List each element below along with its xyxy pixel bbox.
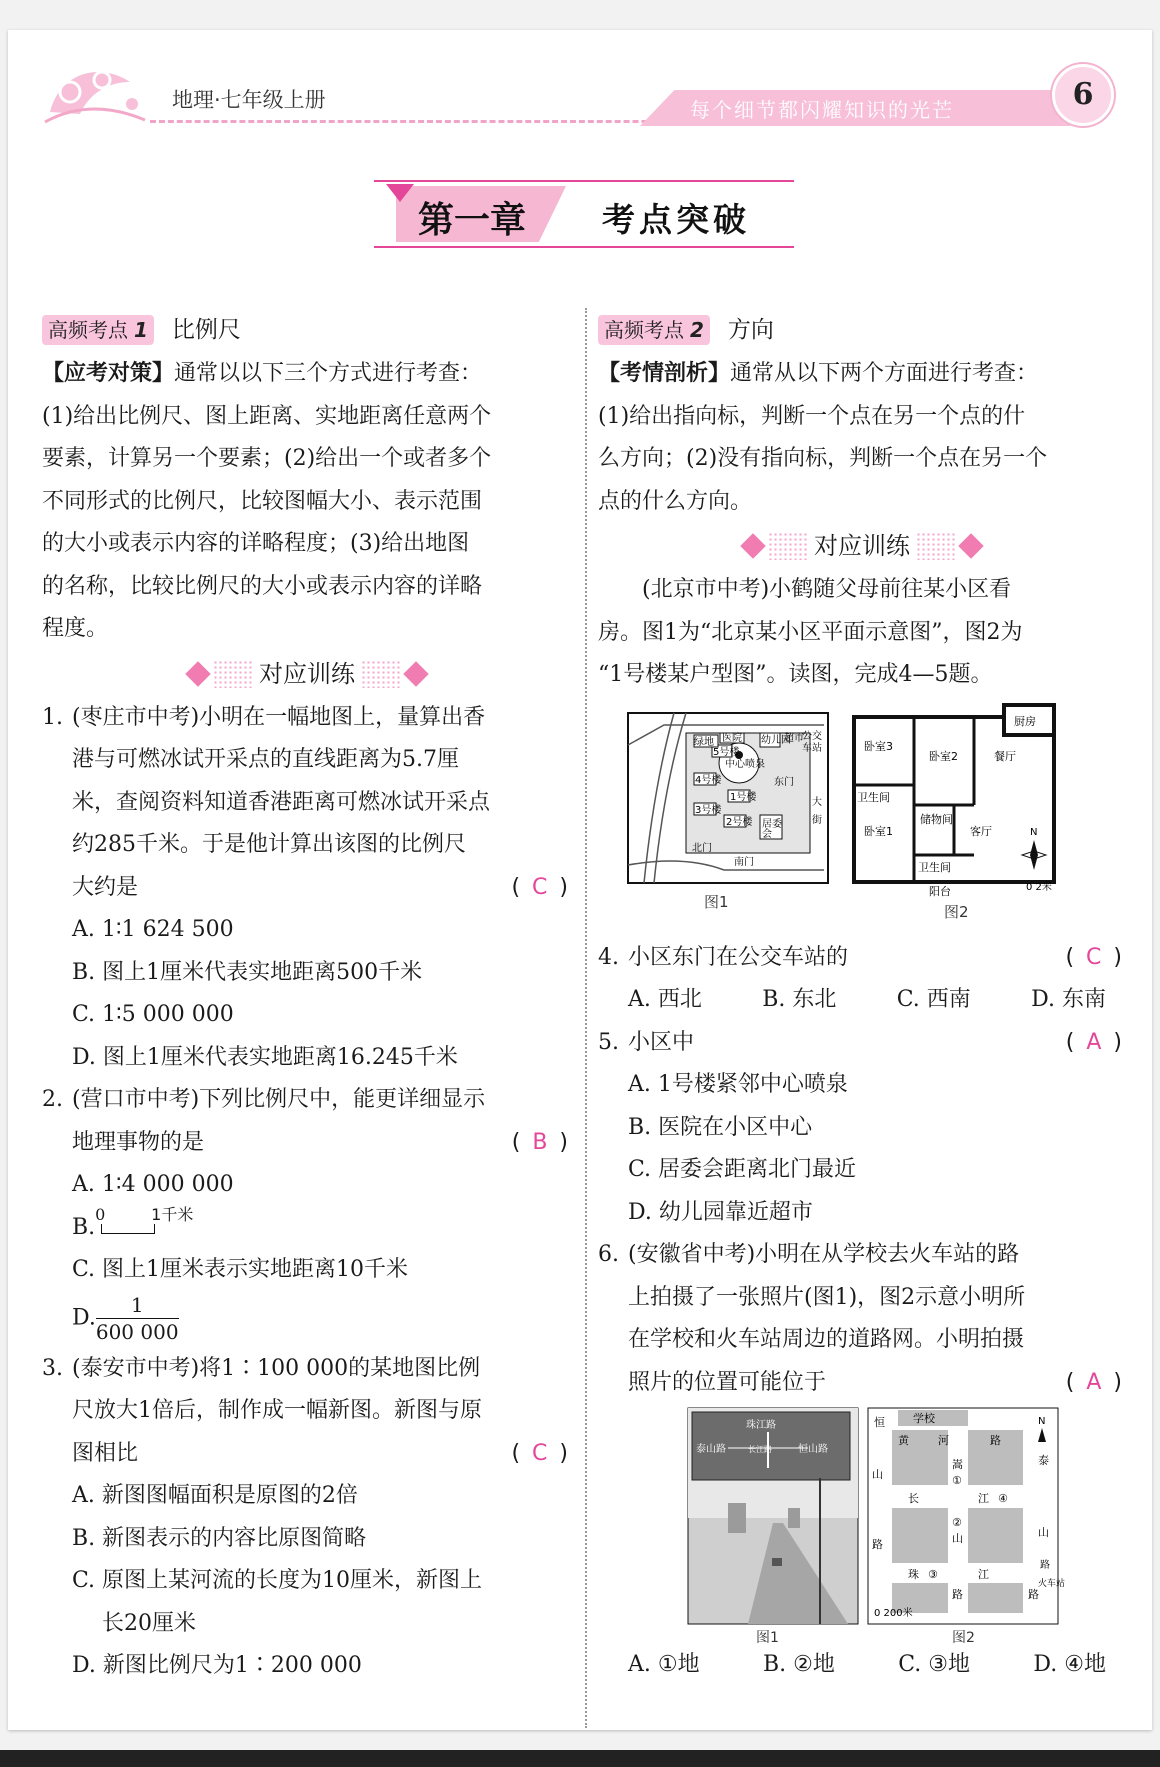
answer-letter: C: [532, 1440, 548, 1466]
answer-letter: B: [532, 1129, 548, 1155]
section-topic: 比例尺: [171, 317, 241, 343]
diamond-icon: [740, 533, 765, 558]
street-photo: [688, 1408, 858, 1646]
question-line: 在学校和火车站周边的道路网。小明拍摄: [628, 1327, 1025, 1352]
intro-label: 【考情剖析】: [598, 360, 731, 386]
intro-line: 要素，计算另一个要素；(2)给出一个或者多个: [42, 446, 492, 471]
svg-text:③: ③: [928, 1568, 938, 1581]
svg-text:0 200米: 0 200米: [874, 1608, 913, 1619]
fraction-scale: [96, 1292, 179, 1345]
answer-bracket: ( C ): [511, 1440, 568, 1466]
option-b: B. 图上1厘米代表实地距离500千米: [72, 959, 423, 985]
question-line: (枣庄市中考)小明在一幅地图上，量算出香: [72, 704, 486, 730]
question-6: [598, 1234, 1126, 1404]
svg-text:珠: 珠: [908, 1568, 919, 1581]
svg-text:路: 路: [952, 1588, 963, 1601]
options-row: [598, 979, 1126, 1022]
option-b: B. ②地: [762, 1652, 835, 1677]
svg-text:卧室1: 卧室1: [864, 824, 893, 838]
photo-and-road-figure: [688, 1408, 1066, 1648]
scale-zero: 0: [95, 1204, 106, 1224]
option-a: A. 1∶4 000 000: [72, 1172, 234, 1197]
svg-text:N: N: [1030, 826, 1038, 838]
header-divider: [150, 120, 710, 123]
tag-label: 高频考点: [48, 318, 128, 342]
svg-text:卫生间: 卫生间: [918, 860, 951, 874]
road-network-map: [868, 1408, 1065, 1646]
question-text: 小区中: [628, 1029, 695, 1055]
intro-paragraph: [42, 352, 572, 651]
answer-letter: A: [1086, 1029, 1102, 1055]
question-text: 地理事物的是: [72, 1129, 205, 1155]
intro-line: [42, 352, 572, 396]
svg-text:居委: 居委: [762, 818, 782, 830]
fraction-denominator: 600 000: [95, 1319, 179, 1344]
question-text: 图相比: [72, 1440, 139, 1466]
passage: [598, 569, 1126, 697]
svg-text:东门: 东门: [774, 776, 794, 788]
svg-text:厨房: 厨房: [1014, 714, 1036, 728]
triangle-marker-icon: [386, 184, 414, 202]
diamond-icon: [185, 661, 210, 686]
question-number: 4.: [598, 944, 619, 970]
question-text: 照片的位置可能位于: [628, 1369, 827, 1395]
svg-text:客厅: 客厅: [970, 824, 992, 838]
training-label: 对应训练: [814, 532, 910, 560]
intro-line: 么方向；(2)没有指向标，判断一个点在另一个: [598, 446, 1048, 471]
question-number: 5.: [598, 1029, 619, 1055]
svg-text:江: 江: [978, 1492, 989, 1505]
svg-text:中心喷泉: 中心喷泉: [725, 758, 765, 770]
question-5: [598, 1022, 1126, 1235]
chapter-title: [374, 180, 794, 250]
question-line: [72, 867, 572, 910]
option-b: B. 新图表示的内容比原图简略: [72, 1525, 367, 1551]
dot-pattern-icon: [213, 660, 253, 688]
passage-line: “1号楼某户型图”。读图，完成4—5题。: [598, 662, 993, 687]
option-d: [42, 1292, 572, 1342]
community-plan-map: [628, 713, 828, 911]
question-line: [598, 1022, 1126, 1065]
q6-options-row: [598, 1644, 1126, 1687]
svg-text:餐厅: 餐厅: [994, 749, 1016, 763]
option-d: D. 东南: [1031, 987, 1106, 1012]
question-line: [72, 1122, 572, 1165]
svg-text:②: ②: [952, 1516, 962, 1529]
section-topic: 方向: [727, 317, 774, 343]
svg-text:图2: 图2: [952, 1630, 975, 1646]
answer-bracket: ( B ): [511, 1129, 568, 1155]
dot-pattern-icon: [768, 532, 808, 560]
page-number: 6: [1052, 64, 1114, 126]
svg-text:大: 大: [812, 796, 822, 808]
passage-line: 房。图1为“北京某小区平面示意图”，图2为: [598, 619, 1023, 645]
svg-text:公交: 公交: [802, 730, 822, 742]
section-tag: [42, 315, 154, 345]
svg-text:阳台: 阳台: [929, 884, 951, 898]
tag-number: 1: [134, 318, 148, 342]
option-label: D.: [72, 1305, 96, 1330]
line-scale-icon: [95, 1204, 215, 1246]
svg-text:医院: 医院: [722, 732, 742, 744]
intro-text: 通常从以下两个方面进行考查：: [730, 361, 1039, 386]
answer-bracket: ( A ): [1065, 1369, 1122, 1395]
training-heading: [598, 523, 1126, 569]
intro-line: 点的什么方向。: [598, 488, 753, 514]
svg-text:山: 山: [872, 1468, 883, 1481]
intro-line: 不同形式的比例尺，比较图幅大小、表示范围: [42, 488, 483, 514]
question-text: 小区东门在公交车站的: [628, 944, 849, 970]
svg-text:街: 街: [812, 814, 822, 826]
intro-label: 【应考对策】: [42, 360, 175, 386]
question-1: [42, 697, 572, 1080]
svg-text:图2: 图2: [944, 902, 969, 921]
answer-letter: C: [1086, 944, 1102, 970]
answer-bracket: ( A ): [1065, 1029, 1122, 1055]
svg-text:北门: 北门: [692, 842, 712, 854]
question-line: [72, 1433, 572, 1476]
answer-bracket: ( C ): [511, 874, 568, 900]
option-d: D. ④地: [1033, 1652, 1106, 1677]
svg-text:长江路: 长江路: [748, 1445, 772, 1454]
option-c: C. 图上1厘米表示实地距离10千米: [72, 1257, 409, 1282]
section-heading: [42, 308, 572, 352]
question-number: 1.: [42, 704, 63, 730]
svg-text:1号楼: 1号楼: [730, 791, 757, 803]
community-map-figure: [624, 705, 1104, 935]
svg-text:超市: 超市: [784, 732, 804, 744]
question-4: [598, 937, 1126, 1022]
svg-text:路: 路: [872, 1538, 883, 1551]
question-text: 大约是: [72, 874, 139, 900]
option-a: A. 西北: [628, 987, 702, 1012]
dot-pattern-icon: [361, 660, 401, 688]
page-header: [40, 50, 1120, 128]
intro-line: 的大小或表示内容的详略程度；(3)给出地图: [42, 531, 470, 556]
svg-text:山: 山: [952, 1532, 963, 1545]
question-line: (安徽省中考)小明在从学校去火车站的路: [628, 1242, 1020, 1267]
left-column: [42, 308, 572, 1688]
answer-bracket: ( C ): [1065, 944, 1122, 970]
motto: 每个细节都闪耀知识的光芒: [690, 98, 954, 122]
option-b: [42, 1204, 572, 1250]
svg-text:泰山路: 泰山路: [696, 1444, 726, 1455]
question-line: [598, 937, 1126, 980]
svg-text:幼儿园: 幼儿园: [761, 734, 791, 746]
answer-letter: C: [532, 874, 548, 900]
svg-text:长: 长: [908, 1492, 919, 1505]
figure-pair-1: [598, 697, 1126, 937]
option-c: C. 原图上某河流的长度为10厘米，新图上: [72, 1568, 483, 1593]
option-d: D. 幼儿园靠近超市: [628, 1199, 813, 1225]
svg-text:3号楼: 3号楼: [695, 804, 722, 816]
figure-pair-2: [598, 1404, 1126, 1644]
intro-line: (1)给出指向标，判断一个点在另一个点的什: [598, 403, 1026, 429]
chapter-number: 第一章: [418, 199, 527, 241]
svg-text:①: ①: [952, 1474, 962, 1487]
option-b: B. 东北: [762, 987, 837, 1012]
bottom-bar: [0, 1750, 1160, 1767]
svg-text:珠江路: 珠江路: [746, 1420, 776, 1431]
svg-text:黄: 黄: [898, 1434, 909, 1447]
intro-line: 的名称，比较比例尺的大小或表示内容的详略: [42, 573, 483, 599]
question-2: [42, 1079, 572, 1342]
svg-text:0 2米: 0 2米: [1026, 881, 1052, 893]
svg-text:恒: 恒: [874, 1416, 885, 1429]
question-line: 港与可燃冰试开采点的直线距离为5.7厘: [72, 747, 459, 772]
book-title: 地理·七年级上册: [172, 88, 326, 112]
question-line: 约285千米。于是他计算出该图的比例尺: [72, 832, 466, 857]
floor-plan: [854, 705, 1054, 921]
svg-text:5号楼: 5号楼: [713, 746, 740, 758]
question-line: 尺放大1倍后，制作成一幅新图。新图与原: [72, 1398, 482, 1423]
training-heading: [42, 651, 572, 697]
column-divider: [585, 308, 587, 1728]
question-line: (营口市中考)下列比例尺中，能更详细显示: [72, 1087, 486, 1112]
option-label: B.: [72, 1214, 96, 1240]
diamond-icon: [403, 661, 428, 686]
passage-line: (北京市中考)小鹤随父母前往某小区看: [642, 577, 1012, 602]
svg-text:嵩: 嵩: [952, 1458, 963, 1471]
svg-text:路: 路: [1028, 1588, 1039, 1601]
fraction-numerator: 1: [96, 1292, 179, 1319]
question-line: 上拍摄了一张照片(图1)，图2示意小明所: [628, 1284, 1026, 1310]
chapter-subtitle: 考点突破: [602, 200, 750, 239]
option-a: A. 新图图幅面积是原图的2倍: [72, 1483, 358, 1508]
svg-text:会: 会: [762, 828, 772, 840]
section-heading: [598, 308, 1126, 352]
diamond-icon: [958, 533, 983, 558]
svg-text:江: 江: [978, 1568, 989, 1581]
svg-text:山: 山: [1038, 1526, 1049, 1539]
option-a: A. ①地: [628, 1652, 700, 1677]
svg-text:卫生间: 卫生间: [857, 790, 890, 804]
svg-text:卧室2: 卧室2: [929, 749, 958, 763]
tag-number: 2: [690, 318, 704, 342]
svg-text:恒山路: 恒山路: [798, 1444, 828, 1455]
intro-paragraph: [598, 352, 1126, 523]
svg-text:2号楼: 2号楼: [726, 816, 753, 828]
question-line: [628, 1362, 1126, 1405]
question-number: 2.: [42, 1087, 63, 1112]
scale-one-km: 1千米: [151, 1204, 194, 1224]
svg-text:南门: 南门: [734, 856, 754, 868]
svg-text:学校: 学校: [913, 1412, 935, 1425]
scale-bar: [101, 1224, 155, 1234]
option-d: D. 新图比例尺为1∶200 000: [72, 1653, 362, 1678]
floral-ornament-icon: [40, 52, 150, 126]
svg-text:4号楼: 4号楼: [695, 774, 722, 786]
svg-text:河: 河: [938, 1434, 949, 1447]
intro-line: 程度。: [42, 616, 109, 641]
section-tag: [598, 315, 710, 345]
question-number: 6.: [598, 1242, 619, 1267]
answer-letter: A: [1086, 1369, 1102, 1395]
intro-text: 通常以以下三个方式进行考查：: [174, 361, 483, 386]
option-d: D. 图上1厘米代表实地距离16.245千米: [72, 1044, 458, 1070]
option-b: B. 医院在小区中心: [628, 1114, 813, 1140]
dot-pattern-icon: [916, 532, 956, 560]
option-c: C. 1∶5 000 000: [72, 1002, 234, 1027]
svg-text:绿地: 绿地: [694, 736, 714, 748]
svg-text:路: 路: [1040, 1560, 1050, 1571]
svg-text:图1: 图1: [704, 892, 729, 911]
svg-text:图1: 图1: [756, 1630, 779, 1646]
option-c: C. 居委会距离北门最近: [628, 1157, 857, 1182]
svg-text:卧室3: 卧室3: [864, 739, 893, 753]
svg-text:火车站: 火车站: [1038, 1579, 1066, 1589]
question-line: (泰安市中考)将1∶100 000的某地图比例: [72, 1355, 481, 1381]
page: [8, 30, 1152, 1730]
question-number: 3.: [42, 1355, 63, 1381]
svg-text:N: N: [1038, 1416, 1046, 1427]
question-3: [42, 1348, 572, 1688]
option-a: A. 1∶1 624 500: [72, 917, 234, 942]
right-column: [598, 308, 1126, 1687]
training-label: 对应训练: [259, 659, 355, 688]
question-line: 米，查阅资料知道香港距离可燃冰试开采点: [72, 789, 491, 815]
svg-text:④: ④: [998, 1492, 1008, 1505]
svg-text:路: 路: [990, 1434, 1001, 1447]
option-c: C. 西南: [896, 987, 971, 1012]
intro-line: [598, 352, 1126, 396]
svg-text:泰: 泰: [1038, 1454, 1049, 1467]
option-c: C. ③地: [898, 1652, 971, 1677]
intro-line: (1)给出比例尺、图上距离、实地距离任意两个: [42, 403, 492, 429]
option-a: A. 1号楼紧邻中心喷泉: [628, 1072, 848, 1097]
svg-text:储物间: 储物间: [920, 812, 953, 826]
option-c-continued: 长20厘米: [102, 1610, 196, 1636]
tag-label: 高频考点: [604, 318, 684, 342]
svg-text:车站: 车站: [802, 742, 822, 754]
